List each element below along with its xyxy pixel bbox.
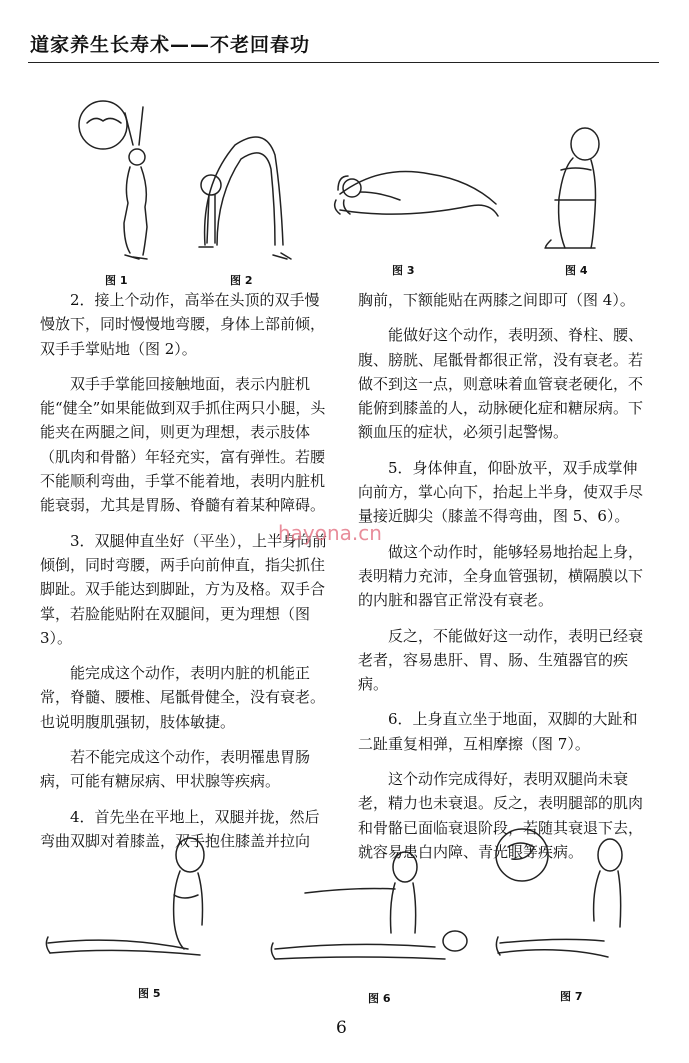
figure-2-illustration [185,95,295,270]
header-rule [28,62,659,63]
paragraph: 4．首先坐在平地上，双腿并拢，然后弯曲双脚对着膝盖，双手抱住膝盖并拉向 [40,807,320,850]
left-text-column [40,288,333,864]
figure-1-illustration [75,95,170,270]
figure-2-caption: 图 2 [230,274,253,287]
paragraph: 2．接上个动作，高举在头顶的双手慢慢放下，同时慢慢地弯腰，身体上部前倾，双手手掌贴地（图 2）。 [40,291,326,358]
figure-6-illustration [265,845,480,990]
paragraph: 这个动作完成得好，表明双腿尚未衰老，精力也未衰退。反之，表明腿部的肌肉和骨骼已面临衰退阶段，若随其衰退下去，就容易患白内障、青光眼等疾病。 [358,770,644,861]
paragraph: 若不能完成这个动作，表明罹患胃肠病，可能有糖尿病、甲状腺等疾病。 [40,748,311,791]
figure-3-illustration [330,150,505,230]
paragraph: 6．上身直立坐于地面，双脚的大趾和二趾重复相弹，互相摩擦（图 7）。 [358,710,638,753]
paragraph: 能做好这个动作，表明颈、脊柱、腰、腹、膀胱、尾骶骨都很正常，没有衰老。若做不到这一点，则意味着血管衰老硬化，不能俯到膝盖的人，动脉硬化症和糖尿病。下额血压的症状，必须引起警惕。 [358,326,644,442]
paragraph: 反之，不能做好这一动作，表明已经衰老者，容易患肝、胃、肠、生殖器官的疾病。 [358,626,644,694]
paragraph: 双手手掌能回接触地面，表示内脏机能“健全”如果能做到双手抓住两只小腿，头能夹在两腿之间，则更为理想，表示肢体（肌肉和骨骼）年轻充实，富有弹性。若腰不能顺利弯曲，手掌不能着地，表明内脏机能衰弱，尤其是胃肠、脊髓有着某种障碍。 [40,374,326,515]
paragraph: 5．身体伸直，仰卧放平，双手成掌伸向前方，掌心向下，抬起上半身，使双手尽量接近脚尖（膝盖不得弯曲，图 5、6）。 [358,458,644,526]
figure-1-caption: 图 1 [105,274,128,287]
figure-3-caption: 图 3 [392,264,415,277]
figure-4-illustration [525,120,615,260]
figure-7-illustration [490,825,635,965]
figure-5-caption: 图 5 [138,987,161,1000]
watermark: hayona.cn [278,521,382,545]
running-header: 道家养生长寿术——不老回春功 [30,34,311,56]
paragraph: 胸前，下额能贴在两膝之间即可（图 4）。 [358,291,635,309]
figure-4-caption: 图 4 [565,264,588,277]
paragraph: 能完成这个动作，表明内脏的机能正常，脊髓、腰椎、尾骶骨健全，没有衰老。也说明腹肌强韧，肢体敏捷。 [40,664,326,731]
right-text-column [358,288,651,875]
paragraph: 做这个动作时，能够轻易地抬起上身，表明精力充沛，全身血管强韧，横隔膜以下的内脏和器官正常没有衰老。 [358,542,644,610]
figure-6-caption: 图 6 [368,992,391,1005]
figure-7-caption: 图 7 [560,990,583,1003]
figure-5-illustration [40,825,245,960]
paragraph: 3．双腿伸直坐好（平坐），上半身向前倾倒，同时弯腰，两手向前伸直，指尖抓住脚趾。双手能达到脚趾，方为及格。双手合掌，若脸能贴附在双腿间，更为理想（图 3）。 [40,531,328,647]
page-number: 6 [336,1018,347,1038]
